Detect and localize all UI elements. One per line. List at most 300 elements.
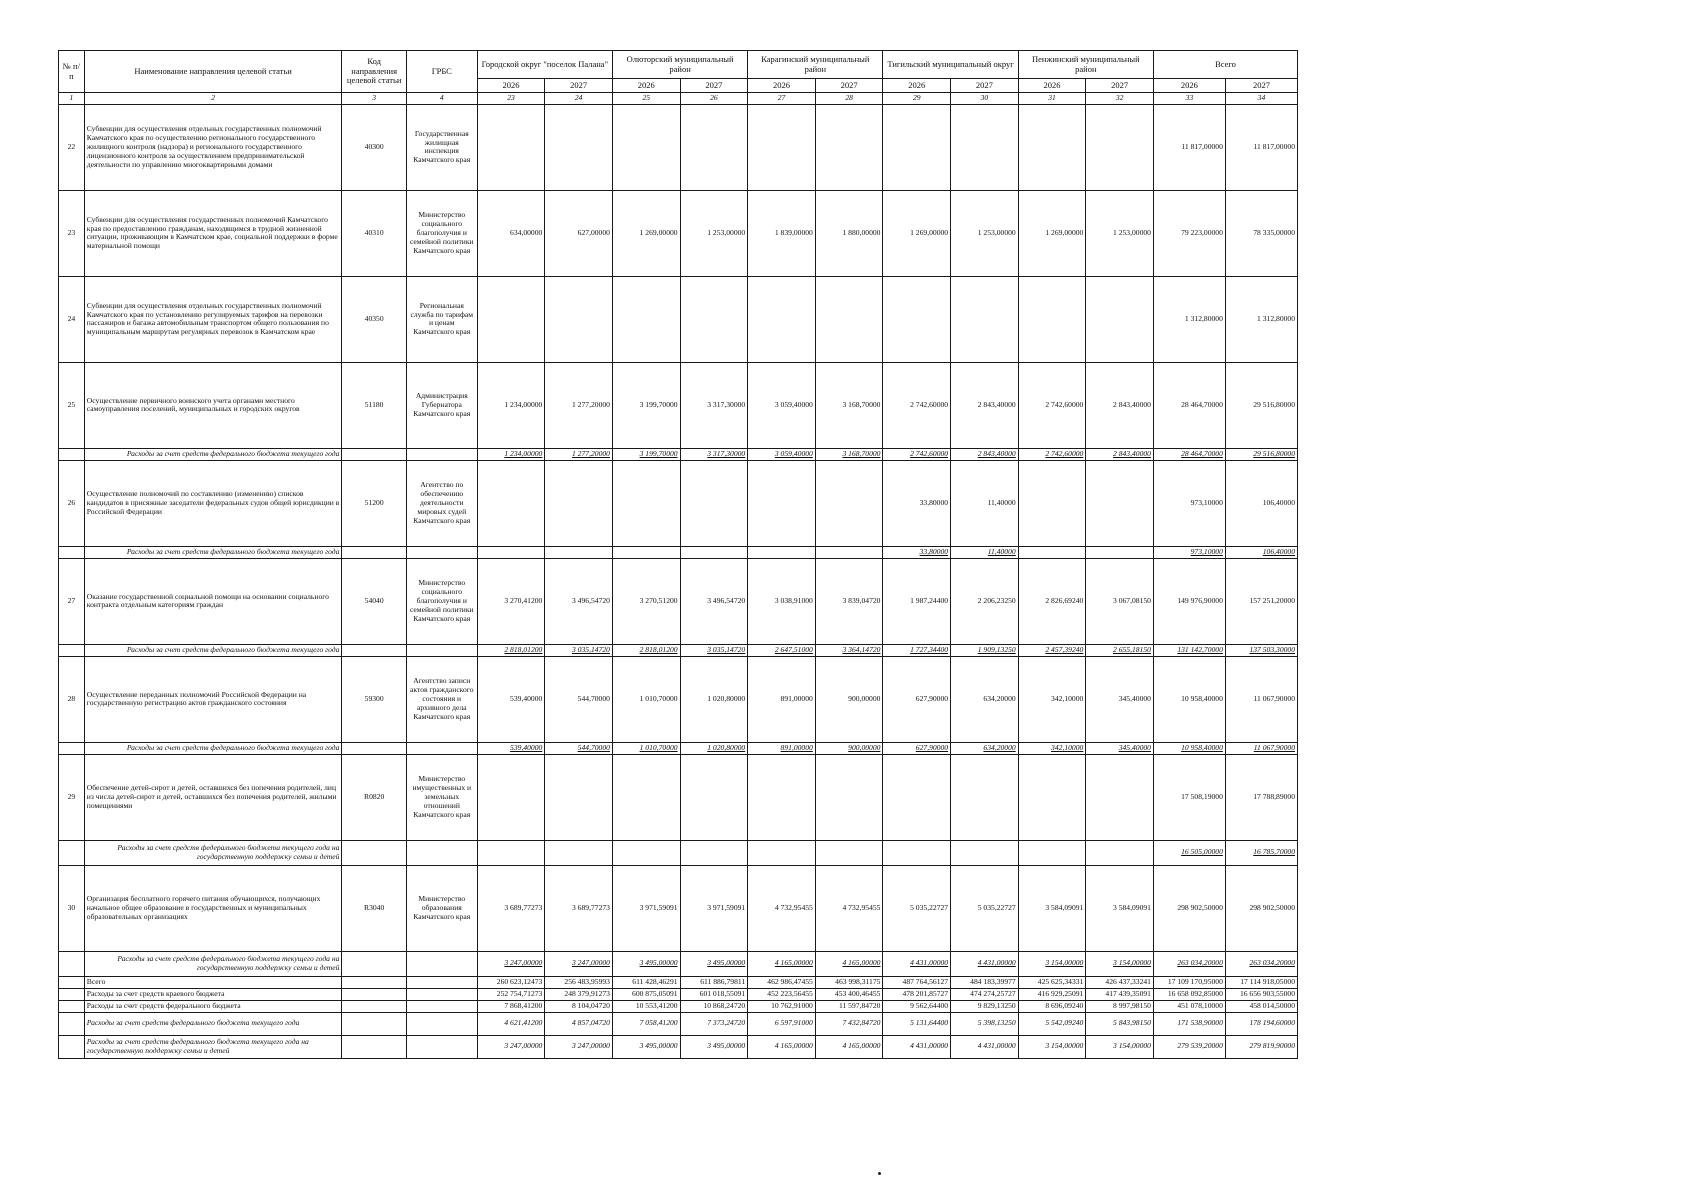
header-group-tigilsky: Тигильский муниципальный округ <box>883 51 1018 79</box>
value-cell: 1 312,80000 <box>1225 276 1297 362</box>
column-index: 25 <box>612 93 680 105</box>
value-cell: 279 539,20000 <box>1153 1035 1225 1058</box>
value-cell <box>612 546 680 558</box>
value-cell: 1 880,00000 <box>815 190 883 276</box>
column-index: 4 <box>406 93 477 105</box>
row-code: 40300 <box>342 104 406 190</box>
header-year: 2026 <box>748 79 816 93</box>
value-cell: 4 431,00000 <box>883 951 951 976</box>
header-year: 2026 <box>883 79 951 93</box>
value-cell: 417 439,35091 <box>1086 988 1154 1000</box>
header-year: 2026 <box>1153 79 1225 93</box>
subtotal-label: Расходы за счет средств федерального бюджета текущего года <box>84 742 342 754</box>
value-cell: 11,40000 <box>951 546 1019 558</box>
row-grbs <box>406 448 477 460</box>
row-number <box>59 742 85 754</box>
value-cell <box>477 840 545 865</box>
header-group-total: Всего <box>1153 51 1297 79</box>
value-cell: 451 078,10000 <box>1153 1000 1225 1012</box>
value-cell: 4 732,95455 <box>815 865 883 951</box>
value-cell: 10 958,40000 <box>1153 656 1225 742</box>
value-cell <box>951 276 1019 362</box>
total-row <box>59 1035 1298 1058</box>
value-cell: 7 058,41200 <box>612 1012 680 1035</box>
value-cell <box>883 104 951 190</box>
value-cell: 149 976,90000 <box>1153 558 1225 644</box>
value-cell: 131 142,70000 <box>1153 644 1225 656</box>
row-name: Субвенции для осуществления отдельных государственных полномочий Камчатского края по осуществлению регионального государственного жилищного контроля (надзора) и регионального государственного лицензионного контроля за осуществлением предпринимательской деятельности по управлению многоквартирными домами <box>84 104 342 190</box>
row-number: 25 <box>59 362 85 448</box>
row-code: R3040 <box>342 865 406 951</box>
value-cell <box>477 276 545 362</box>
total-label: Расходы за счет средств краевого бюджета <box>84 988 342 1000</box>
row-code <box>342 840 406 865</box>
value-cell: 1 269,00000 <box>883 190 951 276</box>
value-cell: 10 553,41200 <box>612 1000 680 1012</box>
value-cell: 6 597,91000 <box>748 1012 816 1035</box>
value-cell: 345,40000 <box>1086 742 1154 754</box>
value-cell <box>680 840 748 865</box>
value-cell: 17 114 918,05000 <box>1225 976 1297 988</box>
value-cell: 3 247,00000 <box>477 951 545 976</box>
value-cell: 3 495,00000 <box>612 951 680 976</box>
value-cell: 3 035,14720 <box>545 644 613 656</box>
scan-speck <box>878 1172 881 1175</box>
column-index: 28 <box>815 93 883 105</box>
value-cell: 5 035,22727 <box>883 865 951 951</box>
value-cell: 3 317,30000 <box>680 448 748 460</box>
value-cell: 10 958,40000 <box>1153 742 1225 754</box>
table-row <box>59 190 1298 276</box>
header-group-karaginsky: Карагинский муниципальный район <box>748 51 883 79</box>
value-cell <box>477 460 545 546</box>
value-cell <box>883 754 951 840</box>
row-number <box>59 1035 85 1058</box>
row-grbs <box>406 976 477 988</box>
row-grbs <box>406 951 477 976</box>
value-cell: 4 165,00000 <box>815 1035 883 1058</box>
value-cell: 3 247,00000 <box>545 1035 613 1058</box>
value-cell: 3 168,70000 <box>815 362 883 448</box>
value-cell: 3 496,54720 <box>680 558 748 644</box>
value-cell: 4 431,00000 <box>951 951 1019 976</box>
value-cell <box>1086 104 1154 190</box>
value-cell: 478 201,85727 <box>883 988 951 1000</box>
value-cell <box>815 546 883 558</box>
value-cell: 4 165,00000 <box>748 1035 816 1058</box>
table-row <box>59 656 1298 742</box>
value-cell: 891,00000 <box>748 656 816 742</box>
row-code <box>342 1000 406 1012</box>
value-cell: 544,70000 <box>545 742 613 754</box>
value-cell: 7 432,84720 <box>815 1012 883 1035</box>
value-cell: 3 495,00000 <box>680 1035 748 1058</box>
value-cell <box>680 754 748 840</box>
value-cell: 11 817,00000 <box>1153 104 1225 190</box>
value-cell <box>815 460 883 546</box>
row-code: 54040 <box>342 558 406 644</box>
value-cell: 17 109 170,95000 <box>1153 976 1225 988</box>
value-cell: 10 868,24720 <box>680 1000 748 1012</box>
value-cell <box>815 840 883 865</box>
subtotal-row <box>59 840 1298 865</box>
subtotal-row <box>59 546 1298 558</box>
value-cell: 2 742,60000 <box>1018 448 1086 460</box>
value-cell: 3 199,70000 <box>612 448 680 460</box>
value-cell <box>545 840 613 865</box>
value-cell: 462 986,47455 <box>748 976 816 988</box>
row-code <box>342 976 406 988</box>
value-cell: 2 818,01200 <box>477 644 545 656</box>
row-code <box>342 1012 406 1035</box>
row-grbs: Государственная жилищная инспекция Камчатского края <box>406 104 477 190</box>
value-cell: 1 987,24400 <box>883 558 951 644</box>
header-year: 2026 <box>612 79 680 93</box>
value-cell: 4 165,00000 <box>748 951 816 976</box>
table-row <box>59 460 1298 546</box>
column-index: 30 <box>951 93 1019 105</box>
subtotal-label: Расходы за счет средств федерального бюджета текущего года на государственную поддержку семьи и детей <box>84 951 342 976</box>
row-grbs: Министерство социального благополучия и семейной политики Камчатского края <box>406 190 477 276</box>
subtotal-row <box>59 448 1298 460</box>
column-index: 24 <box>545 93 613 105</box>
value-cell <box>748 546 816 558</box>
value-cell: 28 464,70000 <box>1153 448 1225 460</box>
column-index: 32 <box>1086 93 1154 105</box>
value-cell <box>815 276 883 362</box>
table-row <box>59 865 1298 951</box>
value-cell: 3 971,59091 <box>612 865 680 951</box>
row-number <box>59 1012 85 1035</box>
header-name: Наименование направления целевой статьи <box>84 51 342 93</box>
row-code <box>342 1035 406 1058</box>
row-grbs: Региональная служба по тарифам и ценам Камчатского края <box>406 276 477 362</box>
value-cell: 106,40000 <box>1225 460 1297 546</box>
value-cell <box>748 104 816 190</box>
value-cell: 453 400,46455 <box>815 988 883 1000</box>
value-cell: 458 014,50000 <box>1225 1000 1297 1012</box>
subtotal-row <box>59 951 1298 976</box>
value-cell: 252 754,71273 <box>477 988 545 1000</box>
value-cell: 1 020,80000 <box>680 656 748 742</box>
row-name: Оказание государственной социальной помощи на основании социального контракта отдельным категориям граждан <box>84 558 342 644</box>
header-group-penzhinsky: Пенжинский муниципальный район <box>1018 51 1153 79</box>
value-cell <box>477 104 545 190</box>
header-group-palana: Городской округ "поселок Палана" <box>477 51 612 79</box>
value-cell <box>477 546 545 558</box>
value-cell: 3 317,30000 <box>680 362 748 448</box>
header-code: Код направления целевой статьи <box>342 51 406 93</box>
value-cell: 4 621,41200 <box>477 1012 545 1035</box>
value-cell: 7 373,24720 <box>680 1012 748 1035</box>
row-number: 29 <box>59 754 85 840</box>
value-cell: 900,00000 <box>815 656 883 742</box>
value-cell: 3 038,91000 <box>748 558 816 644</box>
value-cell: 157 251,20000 <box>1225 558 1297 644</box>
total-label: Расходы за счет средств федерального бюджета текущего года на государственную поддержку семьи и детей <box>84 1035 342 1058</box>
row-grbs: Администрация Губернатора Камчатского края <box>406 362 477 448</box>
row-code: 51180 <box>342 362 406 448</box>
value-cell: 33,80000 <box>883 460 951 546</box>
value-cell: 16 656 903,55000 <box>1225 988 1297 1000</box>
value-cell: 474 274,25727 <box>951 988 1019 1000</box>
total-row <box>59 976 1298 988</box>
column-index: 29 <box>883 93 951 105</box>
value-cell: 634,20000 <box>951 742 1019 754</box>
row-grbs <box>406 988 477 1000</box>
header-num: № п/п <box>59 51 85 93</box>
column-index: 26 <box>680 93 748 105</box>
row-code <box>342 951 406 976</box>
value-cell <box>612 276 680 362</box>
value-cell: 5 542,09240 <box>1018 1012 1086 1035</box>
value-cell <box>680 104 748 190</box>
value-cell: 900,00000 <box>815 742 883 754</box>
header-year: 2026 <box>477 79 545 93</box>
value-cell: 298 902,50000 <box>1225 865 1297 951</box>
value-cell: 1 234,00000 <box>477 448 545 460</box>
value-cell <box>545 276 613 362</box>
value-cell: 4 732,95455 <box>748 865 816 951</box>
value-cell: 1 253,00000 <box>680 190 748 276</box>
row-number <box>59 448 85 460</box>
value-cell <box>1086 460 1154 546</box>
table-row <box>59 558 1298 644</box>
value-cell <box>1018 460 1086 546</box>
value-cell: 3 495,00000 <box>612 1035 680 1058</box>
value-cell: 611 428,46291 <box>612 976 680 988</box>
total-label: Расходы за счет средств федерального бюджета текущего года <box>84 1012 342 1035</box>
value-cell: 33,80000 <box>883 546 951 558</box>
value-cell: 5 131,64400 <box>883 1012 951 1035</box>
value-cell: 9 829,13250 <box>951 1000 1019 1012</box>
value-cell: 28 464,70000 <box>1153 362 1225 448</box>
value-cell <box>951 754 1019 840</box>
value-cell: 539,40000 <box>477 742 545 754</box>
value-cell <box>612 460 680 546</box>
value-cell: 3 364,14720 <box>815 644 883 656</box>
value-cell: 3 247,00000 <box>545 951 613 976</box>
value-cell: 544,70000 <box>545 656 613 742</box>
value-cell: 487 764,56127 <box>883 976 951 988</box>
value-cell: 8 696,09240 <box>1018 1000 1086 1012</box>
value-cell: 2 647,51000 <box>748 644 816 656</box>
value-cell: 2 457,39240 <box>1018 644 1086 656</box>
header-year: 2027 <box>815 79 883 93</box>
value-cell: 11,40000 <box>951 460 1019 546</box>
table-row <box>59 104 1298 190</box>
value-cell: 463 998,31175 <box>815 976 883 988</box>
value-cell: 342,10000 <box>1018 742 1086 754</box>
total-row <box>59 1012 1298 1035</box>
value-cell: 263 034,20000 <box>1225 951 1297 976</box>
value-cell <box>951 104 1019 190</box>
value-cell: 1 269,00000 <box>612 190 680 276</box>
value-cell: 3 199,70000 <box>612 362 680 448</box>
value-cell: 611 886,79811 <box>680 976 748 988</box>
row-number <box>59 546 85 558</box>
value-cell: 29 516,80000 <box>1225 448 1297 460</box>
value-cell: 178 194,60000 <box>1225 1012 1297 1035</box>
value-cell: 78 335,00000 <box>1225 190 1297 276</box>
row-number <box>59 644 85 656</box>
value-cell: 3 154,00000 <box>1086 951 1154 976</box>
value-cell: 634,00000 <box>477 190 545 276</box>
row-grbs <box>406 546 477 558</box>
value-cell: 2 742,60000 <box>883 448 951 460</box>
value-cell: 627,00000 <box>545 190 613 276</box>
row-name: Осуществление первичного воинского учета органами местного самоуправления поселений, муниципальных и городских округов <box>84 362 342 448</box>
value-cell: 1 277,20000 <box>545 362 613 448</box>
row-code: 40310 <box>342 190 406 276</box>
value-cell <box>545 460 613 546</box>
row-name: Субвенции для осуществления государственных полномочий Камчатского края по предоставлению гражданам, находящимся в трудной жизненной ситуации, проживающим в Камчатском крае, социальной поддержки в форме материальной помощи <box>84 190 342 276</box>
value-cell: 4 857,04720 <box>545 1012 613 1035</box>
value-cell: 4 431,00000 <box>883 1035 951 1058</box>
column-index: 3 <box>342 93 406 105</box>
total-label: Всего <box>84 976 342 988</box>
row-code <box>342 644 406 656</box>
value-cell: 3 059,40000 <box>748 362 816 448</box>
row-grbs: Агентство записи актов гражданского состояния и архивного дела Камчатского края <box>406 656 477 742</box>
row-number <box>59 988 85 1000</box>
row-code: 51200 <box>342 460 406 546</box>
value-cell: 17 788,89000 <box>1225 754 1297 840</box>
value-cell: 29 516,80000 <box>1225 362 1297 448</box>
value-cell <box>545 754 613 840</box>
value-cell: 452 223,56455 <box>748 988 816 1000</box>
row-number: 23 <box>59 190 85 276</box>
value-cell <box>1018 276 1086 362</box>
value-cell: 5 843,98150 <box>1086 1012 1154 1035</box>
value-cell: 4 165,00000 <box>815 951 883 976</box>
value-cell: 484 183,39977 <box>951 976 1019 988</box>
row-number: 27 <box>59 558 85 644</box>
value-cell <box>1018 546 1086 558</box>
row-number <box>59 1000 85 1012</box>
value-cell: 426 437,33241 <box>1086 976 1154 988</box>
row-number <box>59 951 85 976</box>
value-cell: 79 223,00000 <box>1153 190 1225 276</box>
value-cell: 2 843,40000 <box>951 362 1019 448</box>
value-cell <box>1086 546 1154 558</box>
value-cell: 11 597,84720 <box>815 1000 883 1012</box>
row-number <box>59 976 85 988</box>
table-row <box>59 754 1298 840</box>
value-cell: 1 234,00000 <box>477 362 545 448</box>
row-code <box>342 988 406 1000</box>
value-cell: 973,10000 <box>1153 546 1225 558</box>
value-cell: 11 817,00000 <box>1225 104 1297 190</box>
value-cell <box>748 840 816 865</box>
value-cell: 5 398,13250 <box>951 1012 1019 1035</box>
value-cell: 2 655,18150 <box>1086 644 1154 656</box>
row-name: Субвенции для осуществления отдельных государственных полномочий Камчатского края по установлению регулируемых тарифов на перевозки пассажиров и багажа автомобильным транспортом общего пользования по муниципальным маршрутам регулярных перевозок в Камчатском крае <box>84 276 342 362</box>
value-cell: 248 379,91273 <box>545 988 613 1000</box>
column-index: 1 <box>59 93 85 105</box>
value-cell: 8 997,98150 <box>1086 1000 1154 1012</box>
row-grbs <box>406 644 477 656</box>
value-cell <box>815 104 883 190</box>
column-index: 31 <box>1018 93 1086 105</box>
value-cell <box>748 460 816 546</box>
value-cell: 5 035,22727 <box>951 865 1019 951</box>
value-cell: 3 971,59091 <box>680 865 748 951</box>
value-cell <box>883 840 951 865</box>
table-row <box>59 276 1298 362</box>
value-cell <box>612 104 680 190</box>
value-cell: 1 010,70000 <box>612 742 680 754</box>
column-index-row <box>59 93 1298 105</box>
value-cell <box>612 840 680 865</box>
value-cell: 3 689,77273 <box>477 865 545 951</box>
value-cell: 106,40000 <box>1225 546 1297 558</box>
row-code <box>342 742 406 754</box>
subtotal-row <box>59 644 1298 656</box>
value-cell: 3 270,51200 <box>612 558 680 644</box>
value-cell: 1 909,13250 <box>951 644 1019 656</box>
row-number: 26 <box>59 460 85 546</box>
row-name: Осуществление переданных полномочий Российской Федерации на государственную регистрацию актов гражданского состояния <box>84 656 342 742</box>
row-grbs: Министерство образования Камчатского края <box>406 865 477 951</box>
value-cell: 16 785,70000 <box>1225 840 1297 865</box>
budget-table <box>58 50 1298 1059</box>
header-year: 2027 <box>1086 79 1154 93</box>
column-index: 33 <box>1153 93 1225 105</box>
value-cell: 2 818,01200 <box>612 644 680 656</box>
value-cell: 3 270,41200 <box>477 558 545 644</box>
row-number: 24 <box>59 276 85 362</box>
value-cell: 1 253,00000 <box>1086 190 1154 276</box>
value-cell: 11 067,90000 <box>1225 742 1297 754</box>
header-group-olyutorsky: Олюторский муниципальный район <box>612 51 747 79</box>
value-cell: 3 035,14720 <box>680 644 748 656</box>
table-row <box>59 362 1298 448</box>
value-cell <box>612 754 680 840</box>
table-header <box>59 51 1298 105</box>
row-number <box>59 840 85 865</box>
value-cell <box>1086 754 1154 840</box>
value-cell: 345,40000 <box>1086 656 1154 742</box>
value-cell: 2 843,40000 <box>1086 448 1154 460</box>
row-number: 22 <box>59 104 85 190</box>
value-cell <box>477 754 545 840</box>
column-index: 2 <box>84 93 342 105</box>
value-cell: 3 584,09091 <box>1018 865 1086 951</box>
value-cell: 891,00000 <box>748 742 816 754</box>
value-cell <box>883 276 951 362</box>
header-year: 2027 <box>1225 79 1297 93</box>
value-cell: 2 826,69240 <box>1018 558 1086 644</box>
value-cell: 3 584,09091 <box>1086 865 1154 951</box>
value-cell <box>1018 840 1086 865</box>
row-code <box>342 448 406 460</box>
value-cell: 539,40000 <box>477 656 545 742</box>
subtotal-label: Расходы за счет средств федерального бюджета текущего года на государственную поддержку семьи и детей <box>84 840 342 865</box>
value-cell: 2 206,23250 <box>951 558 1019 644</box>
total-row <box>59 988 1298 1000</box>
value-cell: 425 625,34331 <box>1018 976 1086 988</box>
header-year: 2027 <box>545 79 613 93</box>
row-grbs <box>406 840 477 865</box>
value-cell: 17 508,19000 <box>1153 754 1225 840</box>
value-cell: 16 505,00000 <box>1153 840 1225 865</box>
value-cell <box>545 104 613 190</box>
value-cell: 260 623,12473 <box>477 976 545 988</box>
value-cell: 279 819,90000 <box>1225 1035 1297 1058</box>
value-cell: 627,90000 <box>883 656 951 742</box>
value-cell: 3 154,00000 <box>1018 1035 1086 1058</box>
